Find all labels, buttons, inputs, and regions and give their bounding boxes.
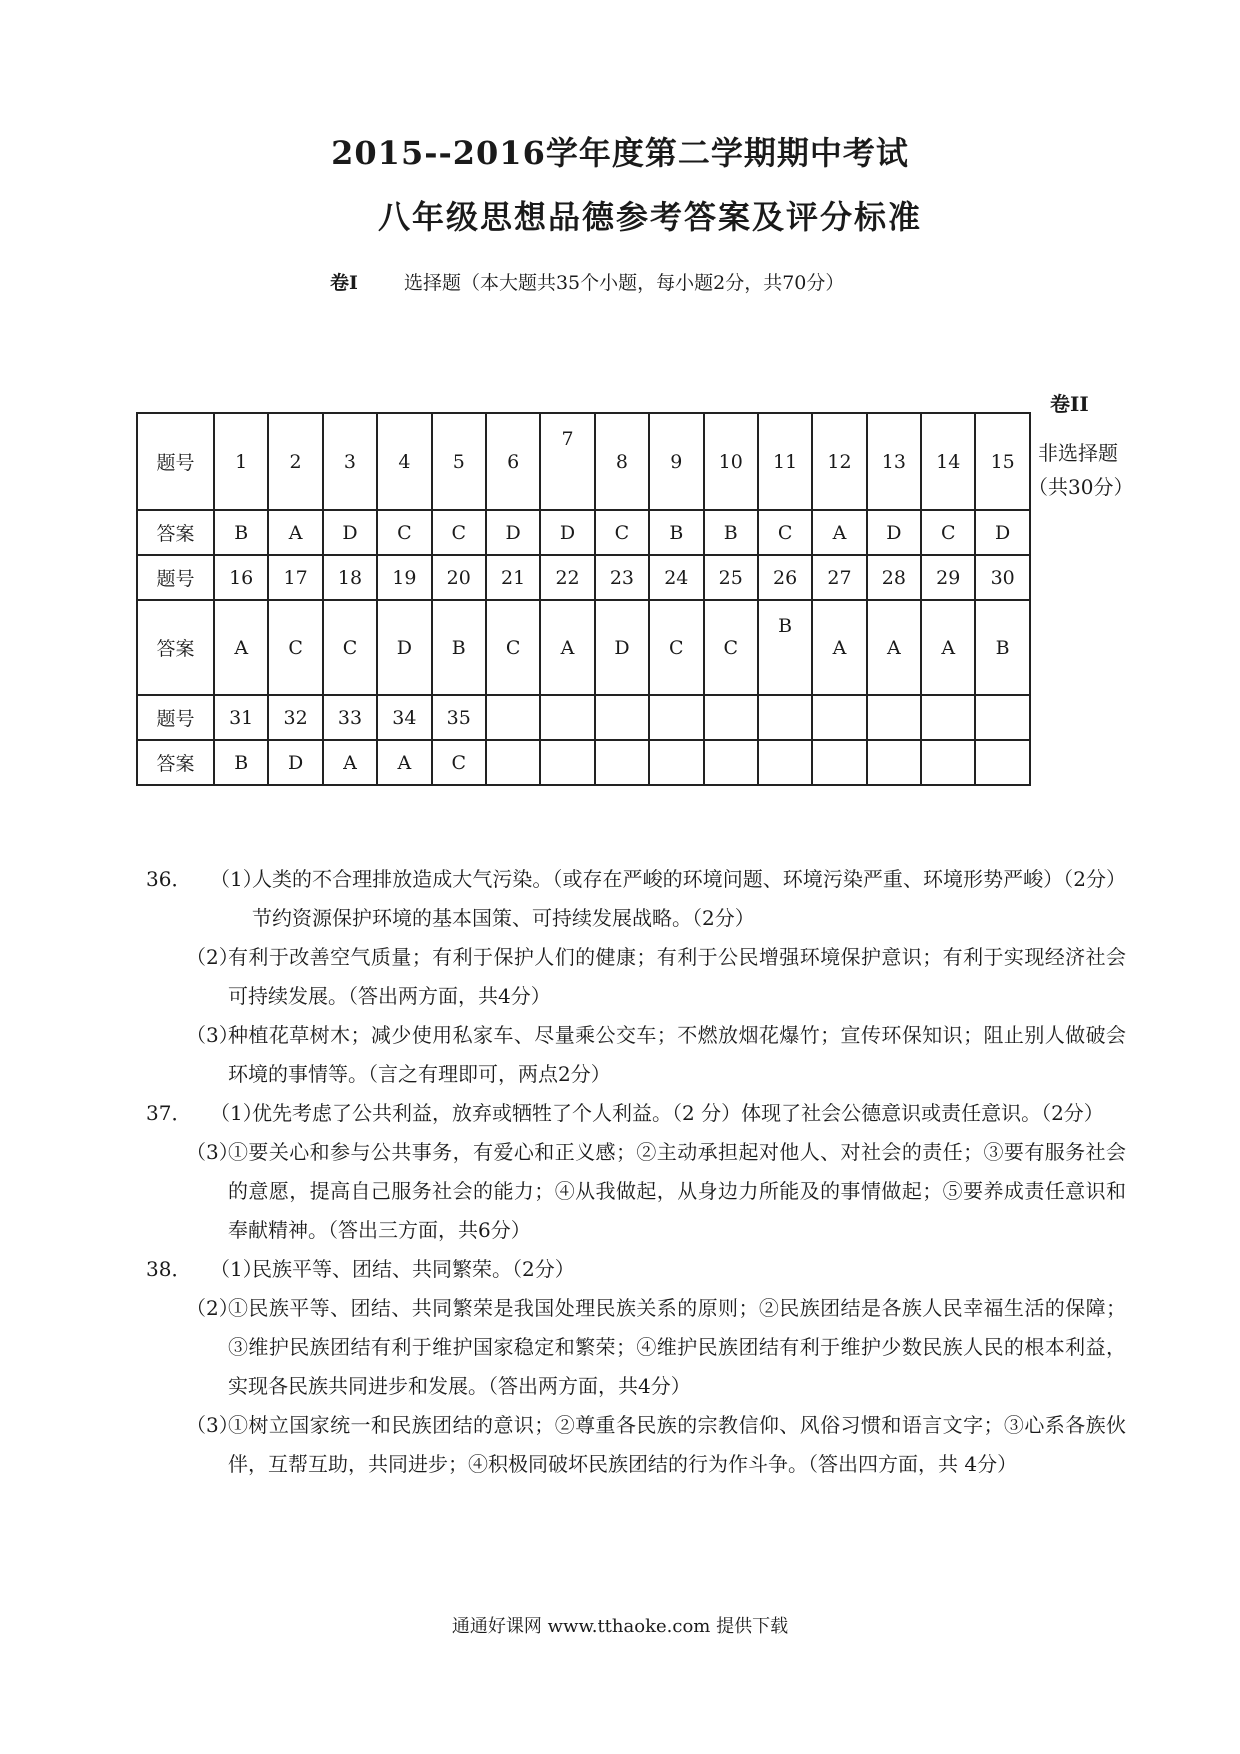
answer-cell: A <box>812 600 866 695</box>
answer-item <box>146 1250 1126 1289</box>
question-number-cell: 32 <box>268 695 322 740</box>
answer-cell <box>704 740 758 785</box>
answer-cell: A <box>867 600 921 695</box>
answer-cell: A <box>323 740 377 785</box>
question-number-cell: 11 <box>758 413 812 510</box>
answer-row <box>137 740 1030 785</box>
sub-question-label: （2） <box>186 945 239 969</box>
section1-description: 选择题（本大题共35个小题，每小题2分，共70分） <box>403 272 845 294</box>
question-number-row <box>137 695 1030 740</box>
answer-cell: C <box>486 600 540 695</box>
question-number-cell: 4 <box>377 413 431 510</box>
question-number-cell <box>540 695 594 740</box>
answer-cell <box>649 740 703 785</box>
answer-text: ①树立国家统一和民族团结的意识；②尊重各民族的宗教信仰、风俗习惯和语言文字；③心系各族伙伴，互帮互助，共同进步；④积极同破坏民族团结的行为作斗争。（答出四方面，共 4分） <box>228 1413 1126 1476</box>
answer-cell: B <box>432 600 486 695</box>
answer-cell: A <box>214 600 268 695</box>
document-title: 2015--2016学年度第二学期期中考试 <box>331 134 909 172</box>
question-number-cell: 8 <box>595 413 649 510</box>
answer-cell <box>486 740 540 785</box>
question-number-cell: 23 <box>595 555 649 600</box>
answer-cell: C <box>704 600 758 695</box>
question-number-cell: 16 <box>214 555 268 600</box>
answer-cell: A <box>268 510 322 555</box>
answer-cell: B <box>649 510 703 555</box>
answer-text: 优先考虑了公共利益，放弃或牺牲了个人利益。（2 分）体现了社会公德意识或责任意识。（2分） <box>252 1101 1104 1125</box>
answer-cell: D <box>486 510 540 555</box>
answer-cell: C <box>377 510 431 555</box>
question-number-cell: 10 <box>704 413 758 510</box>
question-number-cell: 21 <box>486 555 540 600</box>
question-number-cell: 24 <box>649 555 703 600</box>
answer-cell: B <box>214 510 268 555</box>
answer-header: 答案 <box>137 510 214 555</box>
question-number-cell: 9 <box>649 413 703 510</box>
question-number-header: 题号 <box>137 555 214 600</box>
question-number-cell: 31 <box>214 695 268 740</box>
answer-cell: B <box>704 510 758 555</box>
answer-cell: C <box>758 510 812 555</box>
answer-item <box>146 1406 1126 1484</box>
question-number-cell <box>975 695 1029 740</box>
question-number-header: 题号 <box>137 413 214 510</box>
answer-item <box>146 1094 1126 1133</box>
question-number-cell <box>486 695 540 740</box>
answer-cell: A <box>540 600 594 695</box>
question-number-cell: 6 <box>486 413 540 510</box>
question-number-cell <box>812 695 866 740</box>
question-number: 38． <box>146 1257 192 1281</box>
question-number-cell: 2 <box>268 413 322 510</box>
sub-question-label: （3） <box>186 1023 239 1047</box>
answer-cell: C <box>921 510 975 555</box>
answer-text: 人类的不合理排放造成大气污染。（或存在严峻的环境问题、环境污染严重、环境形势严峻）（2分）节约资源保护环境的基本国策、可持续发展战略。（2分） <box>252 867 1126 930</box>
answer-cell: D <box>975 510 1029 555</box>
answer-text: ①民族平等、团结、共同繁荣是我国处理民族关系的原则；②民族团结是各族人民幸福生活的保障；③维护民族团结有利于维护国家稳定和繁荣；④维护民族团结有利于维护少数民族人民的根本利益，实现各民族共同进步和发展。（答出两方面，共4分） <box>228 1296 1126 1398</box>
answer-cell: C <box>432 510 486 555</box>
answer-cell: B <box>214 740 268 785</box>
answer-cell: D <box>377 600 431 695</box>
answer-cell <box>975 740 1029 785</box>
answer-cell <box>758 740 812 785</box>
answer-item <box>146 1133 1126 1250</box>
answer-cell: C <box>649 600 703 695</box>
answer-cell <box>921 740 975 785</box>
answer-cell: A <box>812 510 866 555</box>
question-number-cell <box>704 695 758 740</box>
question-number-cell: 3 <box>323 413 377 510</box>
sub-question-label: （3） <box>186 1140 239 1164</box>
answer-item <box>146 1016 1126 1094</box>
section2-description: 非选择题（共30分） <box>1028 441 1134 499</box>
question-number-row <box>137 555 1030 600</box>
answer-cell: C <box>432 740 486 785</box>
question-number-cell: 22 <box>540 555 594 600</box>
answer-row <box>137 510 1030 555</box>
answer-cell: C <box>595 510 649 555</box>
question-number-cell: 18 <box>323 555 377 600</box>
question-number-cell: 12 <box>812 413 866 510</box>
sub-question-label: （1） <box>210 867 263 891</box>
question-number-cell: 35 <box>432 695 486 740</box>
section1-label: 卷I <box>330 272 358 294</box>
question-number-cell <box>595 695 649 740</box>
answer-cell: D <box>268 740 322 785</box>
answer-table <box>136 412 1031 786</box>
answer-cell <box>595 740 649 785</box>
footer-credit: 通通好课网 www.tthaoke.com 提供下载 <box>451 1616 789 1637</box>
question-number-cell: 19 <box>377 555 431 600</box>
answer-row <box>137 600 1030 695</box>
answer-text: 民族平等、团结、共同繁荣。（2分） <box>252 1257 575 1281</box>
answer-text: ①要关心和参与公共事务，有爱心和正义感；②主动承担起对他人、对社会的责任；③要有服务社会的意愿，提高自己服务社会的能力；④从我做起，从身边力所能及的事情做起；⑤要养成责任意识和奉献精神。（答出三方面，共6分） <box>228 1140 1126 1242</box>
answer-cell: D <box>595 600 649 695</box>
question-number-cell: 34 <box>377 695 431 740</box>
answer-cell: C <box>268 600 322 695</box>
question-number-cell <box>649 695 703 740</box>
answer-item <box>146 1289 1126 1406</box>
question-number-cell: 20 <box>432 555 486 600</box>
answer-cell: A <box>921 600 975 695</box>
sub-question-label: （3） <box>186 1413 239 1437</box>
question-number-cell <box>921 695 975 740</box>
question-number-cell: 28 <box>867 555 921 600</box>
question-number-cell: 15 <box>975 413 1029 510</box>
document-subtitle: 八年级思想品德参考答案及评分标准 <box>377 198 922 236</box>
question-number-cell: 29 <box>921 555 975 600</box>
question-number-cell: 25 <box>704 555 758 600</box>
answer-item <box>146 860 1126 938</box>
question-number-cell: 7 <box>540 413 594 510</box>
answer-cell <box>540 740 594 785</box>
answer-cell: C <box>323 600 377 695</box>
section2-label: 卷II <box>1050 392 1089 416</box>
question-number-cell: 5 <box>432 413 486 510</box>
question-number-cell: 1 <box>214 413 268 510</box>
question-number-row <box>137 413 1030 510</box>
question-number-cell: 26 <box>758 555 812 600</box>
question-number: 37． <box>146 1101 192 1125</box>
question-number: 36． <box>146 867 192 891</box>
answer-header: 答案 <box>137 600 214 695</box>
sub-question-label: （1） <box>210 1101 263 1125</box>
question-number-cell <box>867 695 921 740</box>
question-number-cell: 17 <box>268 555 322 600</box>
answer-text: 种植花草树木；减少使用私家车、尽量乘公交车；不燃放烟花爆竹；宣传环保知识；阻止别人做破会环境的事情等。（言之有理即可，两点2分） <box>228 1023 1126 1086</box>
question-number-cell <box>758 695 812 740</box>
answer-cell: B <box>975 600 1029 695</box>
answer-cell <box>867 740 921 785</box>
answer-cell: D <box>540 510 594 555</box>
answer-text: 有利于改善空气质量；有利于保护人们的健康；有利于公民增强环境保护意识；有利于实现经济社会可持续发展。（答出两方面，共4分） <box>228 945 1126 1008</box>
question-number-cell: 14 <box>921 413 975 510</box>
answer-cell: A <box>377 740 431 785</box>
question-number-cell: 30 <box>975 555 1029 600</box>
question-number-cell: 27 <box>812 555 866 600</box>
question-number-cell: 33 <box>323 695 377 740</box>
answer-header: 答案 <box>137 740 214 785</box>
sub-question-label: （1） <box>210 1257 263 1281</box>
question-number-header: 题号 <box>137 695 214 740</box>
answer-cell: D <box>323 510 377 555</box>
sub-question-label: （2） <box>186 1296 239 1320</box>
answer-cell: B <box>758 600 812 695</box>
section1-heading <box>330 268 844 295</box>
answers-section <box>146 860 1126 1484</box>
answer-cell <box>812 740 866 785</box>
question-number-cell: 13 <box>867 413 921 510</box>
answer-item <box>146 938 1126 1016</box>
answer-cell: D <box>867 510 921 555</box>
